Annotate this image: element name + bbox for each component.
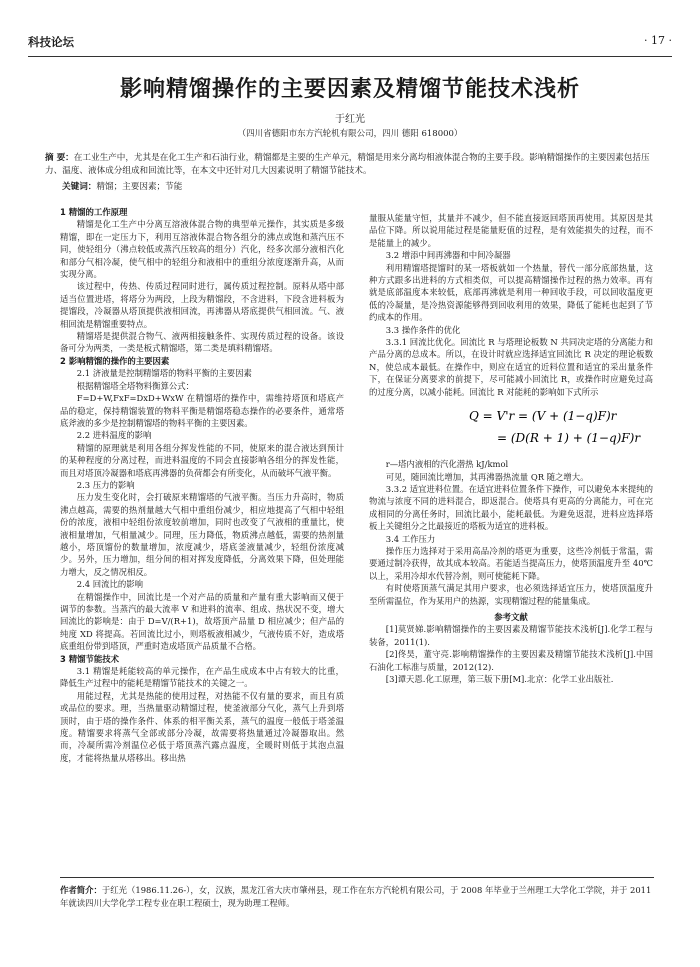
keywords-label: 关键词：: [62, 182, 97, 192]
reference-item: [3]谭天恩.化工原理，第三版下册[M].北京：化学工业出版社.: [385, 674, 614, 684]
paragraph: 2.1 济液量是控制精馏塔的物料平衡的主要因素: [76, 368, 252, 379]
paragraph: 3.3.2 适宜进料位置。在适宜进料位置条件下操作，可以避免本来提纯的物流与浓度不同的进料混合，即返混合。使塔具有更高的分离能力，可在完成相同的分离任务时，回流比最小，能耗最低。为避免返混，进料应选择塔板上关键组分之比最接近的塔板为适宜的进料板。: [369, 483, 653, 532]
abstract-text: 在工业生产中，尤其是在化工生产和石油行业，精馏都是主要的生产单元，精馏是用来分离均相液体混合物的主要手段。影响精馏操作的主要因素包括压力、温度、液体成分组成和回流比等，在本文中还针对几大因素说明了精馏节能技术。: [45, 153, 650, 176]
formula-graphic: [369, 402, 653, 454]
footnote-label: 作者简介：: [60, 885, 102, 895]
paragraph: 3.2 增添中间再沸器和中间冷凝器: [385, 250, 511, 261]
page-number: · 17 ·: [644, 34, 672, 47]
formula-line-1: Q = V'r = (V + (1−q)F)r: [469, 409, 617, 424]
paragraph: 根据精馏塔全塔物料衡算公式：: [76, 380, 195, 391]
paragraph: 有时使塔顶蒸气满足其用户要求，也必须选择适宜压力，使塔顶温度升至所需温位，作为某用户的热源，实现精馏过程的能量集成。: [369, 583, 653, 606]
paragraph: 操作压力选择对于采用高品冷剂的塔更为重要，这些冷剂低于常温，需要通过制冷获得，故其成本较高。若能适当提高压力，使塔顶温度升至 40℃以上，采用冷却水代替冷剂，则可使能耗下降。: [369, 545, 653, 581]
paragraph: 2.4 回流比的影响: [76, 579, 144, 590]
reference-item: [2]佟昊，董守亮.影响精馏操作的主要因素及精馏节能技术浅析[J].中国石油化工标准与质量，2012(12).: [369, 649, 653, 672]
paragraph: 利用精馏塔提馏时的某一塔板就如一个热量，替代一部分底部热量，这种方式跟多出进料的方式相类似，可以提高精馏操作过程的热力效率。再有就是底部温度本来较低，底部再沸就是利用一种回收手段，可以回收温度更低的冷凝量，是冷热资源能够得到回收利用的效果，降低了能耗也起到了节约成本的作用。: [369, 262, 653, 323]
affiliation: （四川省德阳市东方汽轮机有限公司，四川 德阳 618000）: [237, 129, 463, 139]
formula-line-2: = (D(R + 1) + (1−q)F)r: [497, 431, 641, 446]
paragraph: r—塔内液相的汽化潜热 kJ/kmol: [385, 459, 509, 470]
paragraph: 3.3 操作条件的优化: [385, 324, 461, 335]
paragraph: 精馏是化工生产中分离互溶液体混合物的典型单元操作，其实质是多级精馏，即在一定压力下，利用互溶液体混合物各组分的沸点或饱和蒸汽压不同，使轻组分（沸点较低或蒸汽压较高的组分）汽化，经多次部分液相汽化和部分气相冷凝，使气相中的轻组分和液相中的重组分浓度逐渐升高，从而实现分离。: [60, 219, 344, 280]
paper-title: 影响精馏操作的主要因素及精馏节能技术浅析: [119, 76, 580, 102]
section-heading: 1 精馏的工作原理: [60, 207, 128, 217]
keywords: [62, 181, 660, 194]
footnote-text: 于红光（1986.11.26-），女，汉族，黑龙江省大庆市肇州县，现工作在东方汽轮机有限公司，于 2008 年毕业于兰州理工大学化工学院，并于 2011 年就读四川大学化学工程专业在职工程硕士，现为助理工程师。: [60, 885, 652, 908]
paragraph: F=D+W,FxF=DxD+WxW 在精馏塔的操作中，需维持塔顶和塔底产品的稳定，保持精馏装置的物料平衡是精馏塔稳态操作的必要条件，通常塔底斧液的多少是控制精馏塔的物料平衡的主要因素。: [60, 393, 344, 428]
paragraph: 可见，随回流比增加，其再沸器热流量 QR 随之增大。: [385, 471, 589, 482]
paragraph: 3.3.1 回流比优化。回流比 R 与塔理论板数 N 共同决定塔的分离能力和产品分离的总成本。所以，在设计时就应选择适宜回流比 R 决定的理论板数 N，使总成本最低。在操作中，则应在适宜的近料位置和适宜的采出量条件下，在保证分离要求的前提下，尽可能减小回流比 R，或操作时应避免过高的过度分离，以减小能耗。回流比 R 对能耗的影响如下式所示: [369, 337, 653, 397]
paragraph: 3.1 精馏是耗能较高的单元操作，在产品生成成本中占有较大的比重，降低生产过程中的能耗是精馏节能技术的关键之一。: [60, 666, 344, 689]
section-heading: 3 精馏节能技术: [60, 653, 119, 664]
running-header: [28, 34, 672, 52]
journal-section: 科技论坛: [28, 35, 74, 49]
paragraph: 用能过程，尤其是热能的使用过程，对热能不仅有量的要求，而且有质或品位的要求。理，当热量驱动精馏过程，使釜液部分气化，蒸气上升到塔顶时，由于塔的操作条件、体系的相平衡关系，蒸气的温度一般低于塔釜温度。精馏要求将蒸气全部或部分冷凝，故需要将热量通过冷凝器取出。然而，冷凝所需冷剂温位必低于塔顶蒸汽露点温度，全暖时则低于其泡点温度，才能将热量从塔移出。移出热: [60, 690, 344, 763]
paragraph: 量服从能量守恒，其量并不减少，但不能直接返回塔顶再使用。其原因是其品位下降。所以说用能过程是能量贬值的过程，是有效能损失的过程，而不是能量上的减少。: [369, 213, 653, 248]
author-footnote: [60, 884, 654, 910]
paragraph: 压力发生变化时，会打破原来精馏塔的气液平衡。当压力升高时，物质沸点越高，需要的热剂量越大气相中重组份减少，相应地提高了气相中轻组份的浓度，液相中轻组份浓度较前增加，同时也改变了气液相的重量比，使液相量增加，气相量减少。同理，压力降低，物质沸点越低，需要的热剂量越小，塔顶馏份的数量增加，浓度减少，塔底釜液量减少，轻组份浓度减少。另外，压力增加，组分间的相对挥发度降低，分离效果下降，但处理能力增大，反之情况相反。: [60, 492, 344, 577]
reflux-energy-formula: [369, 402, 653, 454]
left-column: [60, 206, 344, 764]
references-title: 参考文献: [494, 611, 528, 622]
right-column: [369, 212, 653, 685]
header-rule: [28, 56, 672, 57]
paragraph: 精馏塔是提供混合物气、液两相接触条件、实现传质过程的设备。该设备可分为两类，一类是板式精馏塔，第二类是填料精馏塔。: [60, 331, 344, 354]
section-heading: 2 影响精馏的操作的主要因素: [60, 355, 170, 366]
paragraph: 2.2 进料温度的影响: [76, 430, 152, 441]
abstract: [45, 152, 660, 178]
paragraph: 在精馏操作中，回流比是一个对产品的质量和产量有重大影响而又便于调节的参数。当蒸汽的最大流率 V 和进料的流率、组成、热状况不变，增大回流比的影响是：由于 D=V/(R+1)，故塔顶产品量 D 相应减少；但产品的纯度 XD 将提高。若回流比过小，则塔板液相减少，气液传质不好，造成塔底重组份带到塔顶，严重时造成塔顶产品质量不合格。: [60, 591, 344, 652]
keywords-text: 精馏；主要因素；节能: [96, 182, 183, 192]
reference-item: [1]莫贤娣.影响精馏操作的主要因素及精馏节能技术浅析[J].化学工程与装备，2011(1).: [369, 624, 653, 647]
footnote-rule: [60, 877, 654, 878]
paragraph: 3.4 工作压力: [385, 533, 436, 544]
paragraph: 该过程中，传热、传质过程同时进行，属传质过程控制。原料从塔中部适当位置进塔，将塔分为两段，上段为精馏段，不含进料，下段含进料板为提馏段，冷凝器从塔顶提供液相回流，再沸器从塔底提供气相回流。气、液相回流是精馏重要特点。: [60, 281, 344, 329]
paragraph: 精馏的原理就是利用各组分挥发性能的不同，使原来的混合液达到预计的某种程度的分离过程，而进料温度的不同会直接影响各组分的挥发性能，而且对塔顶冷凝器和塔底再沸器的负荷都会有所变化，从而破坏气液平衡。: [60, 442, 344, 478]
paragraph: 2.3 压力的影响: [76, 479, 135, 490]
abstract-label: 摘 要：: [45, 153, 74, 163]
author: 于红光: [335, 114, 365, 125]
